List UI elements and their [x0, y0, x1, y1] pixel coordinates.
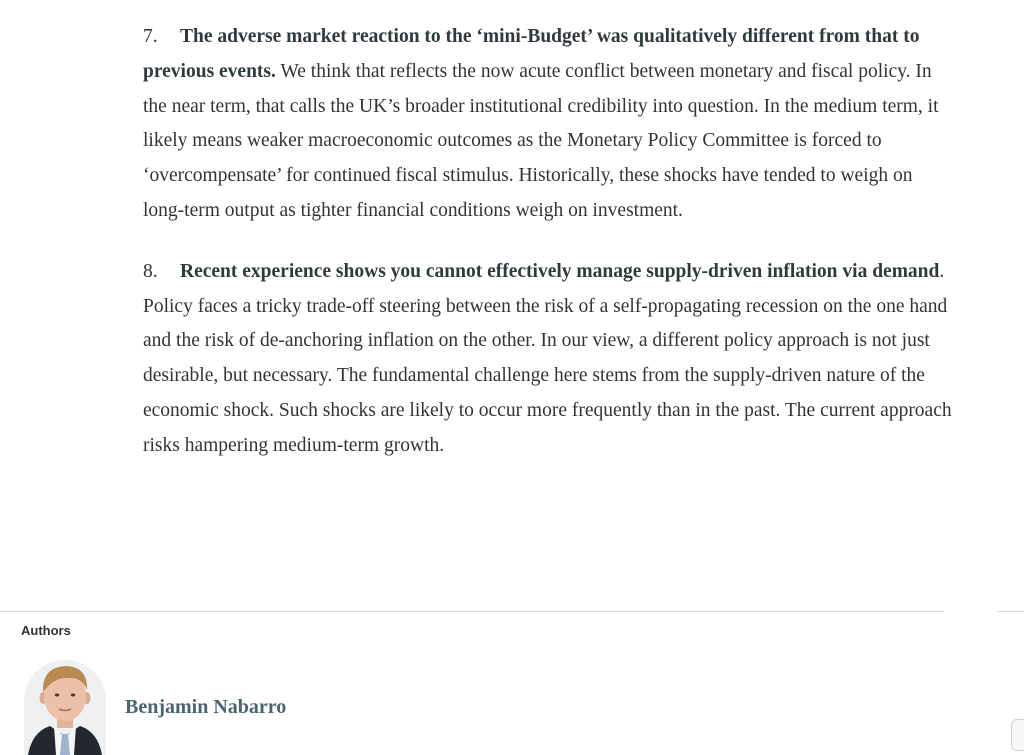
paragraph-lead-bold: The adverse market reaction to the ‘mini-Budget’ was qualitatively different from that to previous events. [143, 26, 920, 82]
floating-widget-button[interactable] [1011, 719, 1024, 751]
paragraph-number: 8. [143, 260, 158, 282]
person-photo-icon [24, 660, 106, 755]
paragraph-number: 7. [143, 26, 158, 47]
section-divider [0, 611, 944, 612]
article-paragraph-7 [143, 20, 953, 229]
article-body [143, 20, 953, 464]
section-divider-right [997, 611, 1024, 612]
paragraph-lead-bold: Recent experience shows you cannot effectively manage supply-driven inflation via demand [180, 260, 940, 282]
paragraph-text: We think that reflects the now acute conflict between monetary and fiscal policy. In the near term, that calls the UK’s broader institutional credibility into question. In the medium term, it likely means weaker macroeconomic outcomes as the Monetary Policy Committee is forced to ‘overcompensate’ for continued fiscal stimulus. Historically, these shocks have tended to weigh on long-term output as tighter financial conditions weigh on investment. [143, 60, 939, 221]
author-avatar[interactable] [24, 660, 106, 755]
article-paragraph-8 [143, 255, 953, 464]
paragraph-text: . Policy faces a tricky trade-off steering between the risk of a self-propagating recession on the one hand and the risk of de-anchoring inflation on the other. In our view, a different policy approach is not just desirable, but necessary. The fundamental challenge here stems from the supply-driven nature of the economic shock. Such shocks are likely to occur more frequently than in the past. The current approach risks hampering medium-term growth. [143, 260, 952, 456]
author-name-link[interactable]: Benjamin Nabarro [125, 696, 287, 718]
authors-heading: Authors [21, 623, 71, 638]
